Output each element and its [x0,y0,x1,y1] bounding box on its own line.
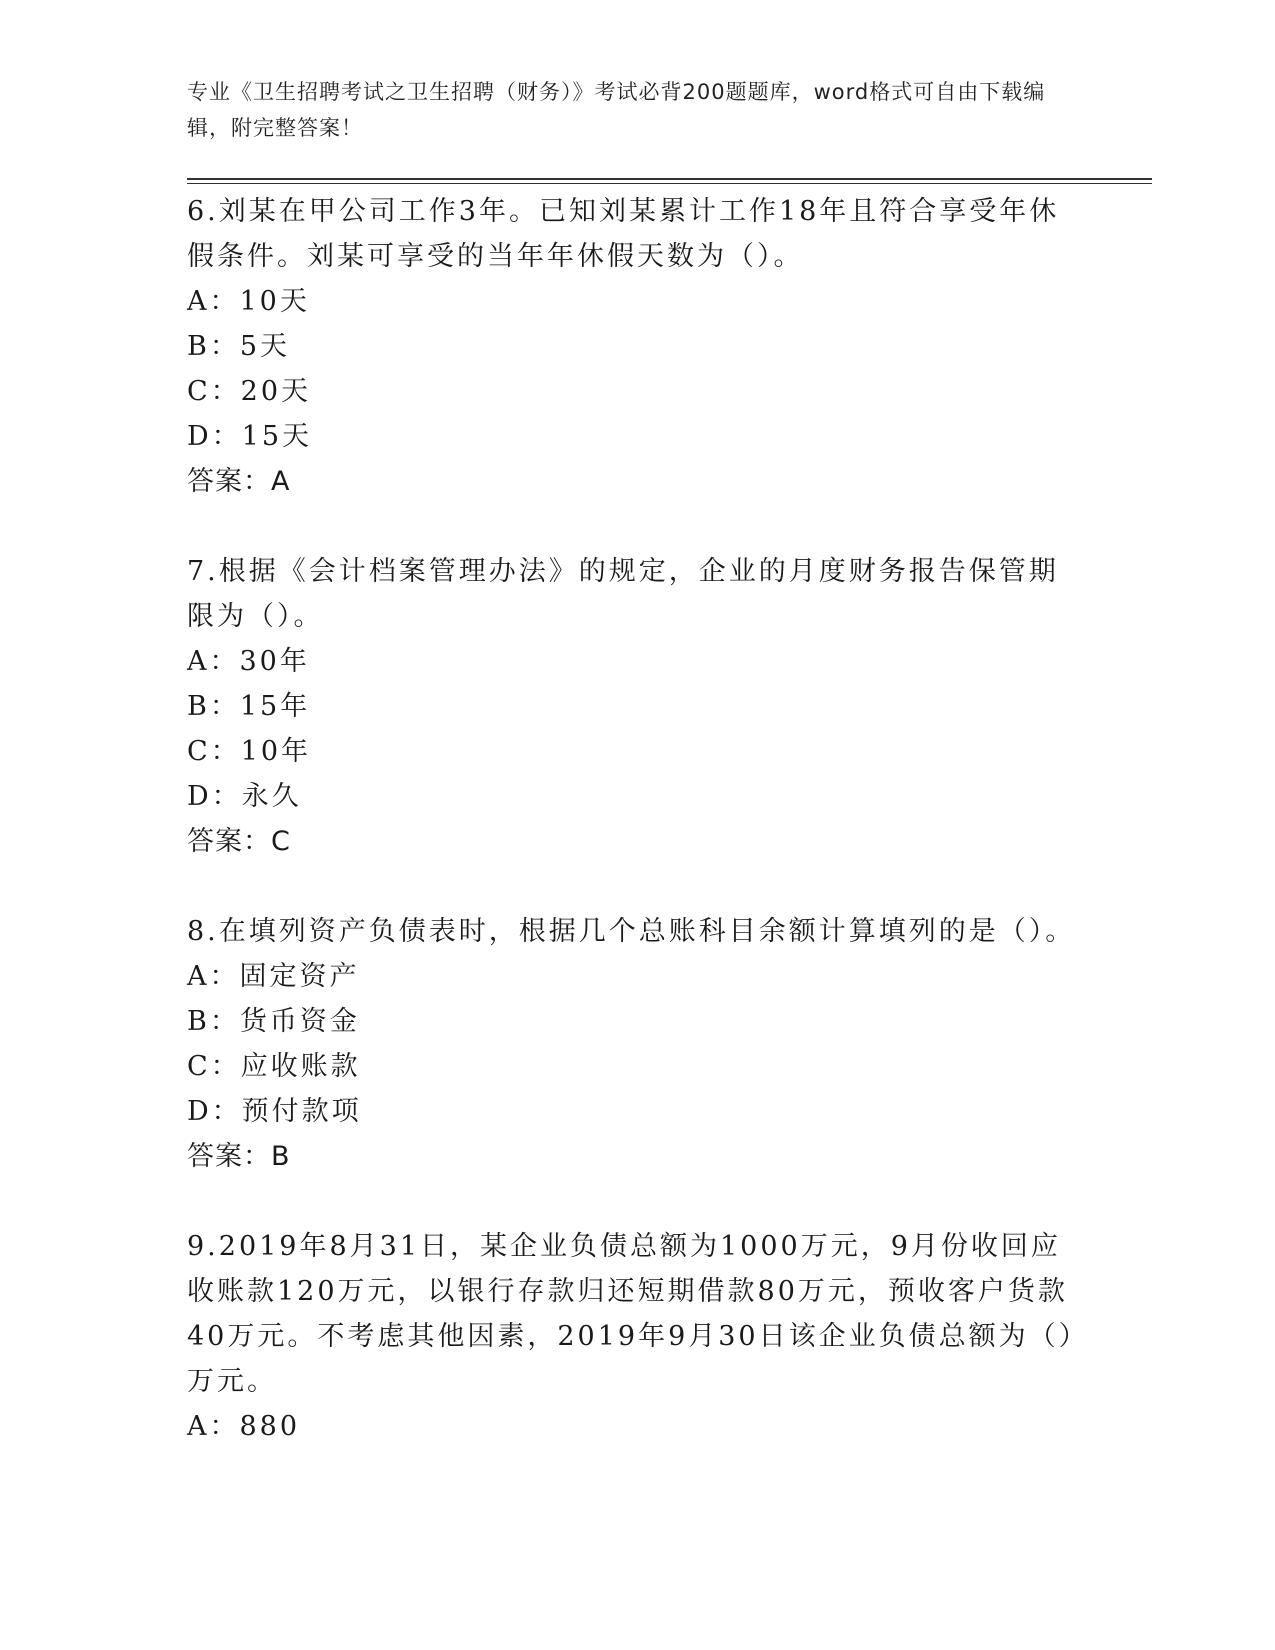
answer: 答案：C [187,826,291,857]
option-d: D：预付款项 [187,1096,362,1127]
option-b: B：5天 [187,331,291,362]
option-b: B：15年 [187,691,311,722]
option-b: B：货币资金 [187,1006,360,1037]
option-a: A：880 [187,1411,301,1442]
question-spacer [187,1179,1087,1224]
option-a: A：固定资产 [187,961,360,992]
question-spacer [187,504,1087,549]
question-stem: 8.在填列资产负债表时，根据几个总账科目余额计算填列的是（）。 [187,916,1076,947]
question-list [187,189,1087,1449]
option-a: A：10天 [187,286,310,317]
option-a: A：30年 [187,646,310,677]
option-c: C：应收账款 [187,1051,361,1082]
question-stem: 9.2019年8月31日，某企业负债总额为1000万元，9月份收回应收账款120万元，以银行存款归还短期借款80万元，预收客户货款40万元。不考虑其他因素，2019年9月30日该企业负债总额为（）万元。 [187,1231,1076,1397]
answer: 答案：B [187,1141,291,1172]
question-stem: 6.刘某在甲公司工作3年。已知刘某累计工作18年且符合享受年休假条件。刘某可享受的当年年休假天数为（）。 [187,196,1060,272]
document-header: 专业《卫生招聘考试之卫生招聘（财务）》考试必背200题题库，word格式可自由下载编辑，附完整答案！ [187,80,1046,140]
question-6 [187,189,1087,504]
option-d: D：15天 [187,421,313,452]
answer: 答案：A [187,466,291,497]
option-c: C：10年 [187,736,312,767]
option-c: C：20天 [187,376,312,407]
question-9 [187,1224,1087,1449]
header-divider-thick [187,178,1152,180]
question-7 [187,549,1087,864]
question-stem: 7.根据《会计档案管理办法》的规定，企业的月度财务报告保管期限为（）。 [187,556,1059,632]
question-8 [187,909,1087,1179]
header-divider-thin [187,183,1152,184]
option-d: D：永久 [187,781,302,812]
question-spacer [187,864,1087,909]
